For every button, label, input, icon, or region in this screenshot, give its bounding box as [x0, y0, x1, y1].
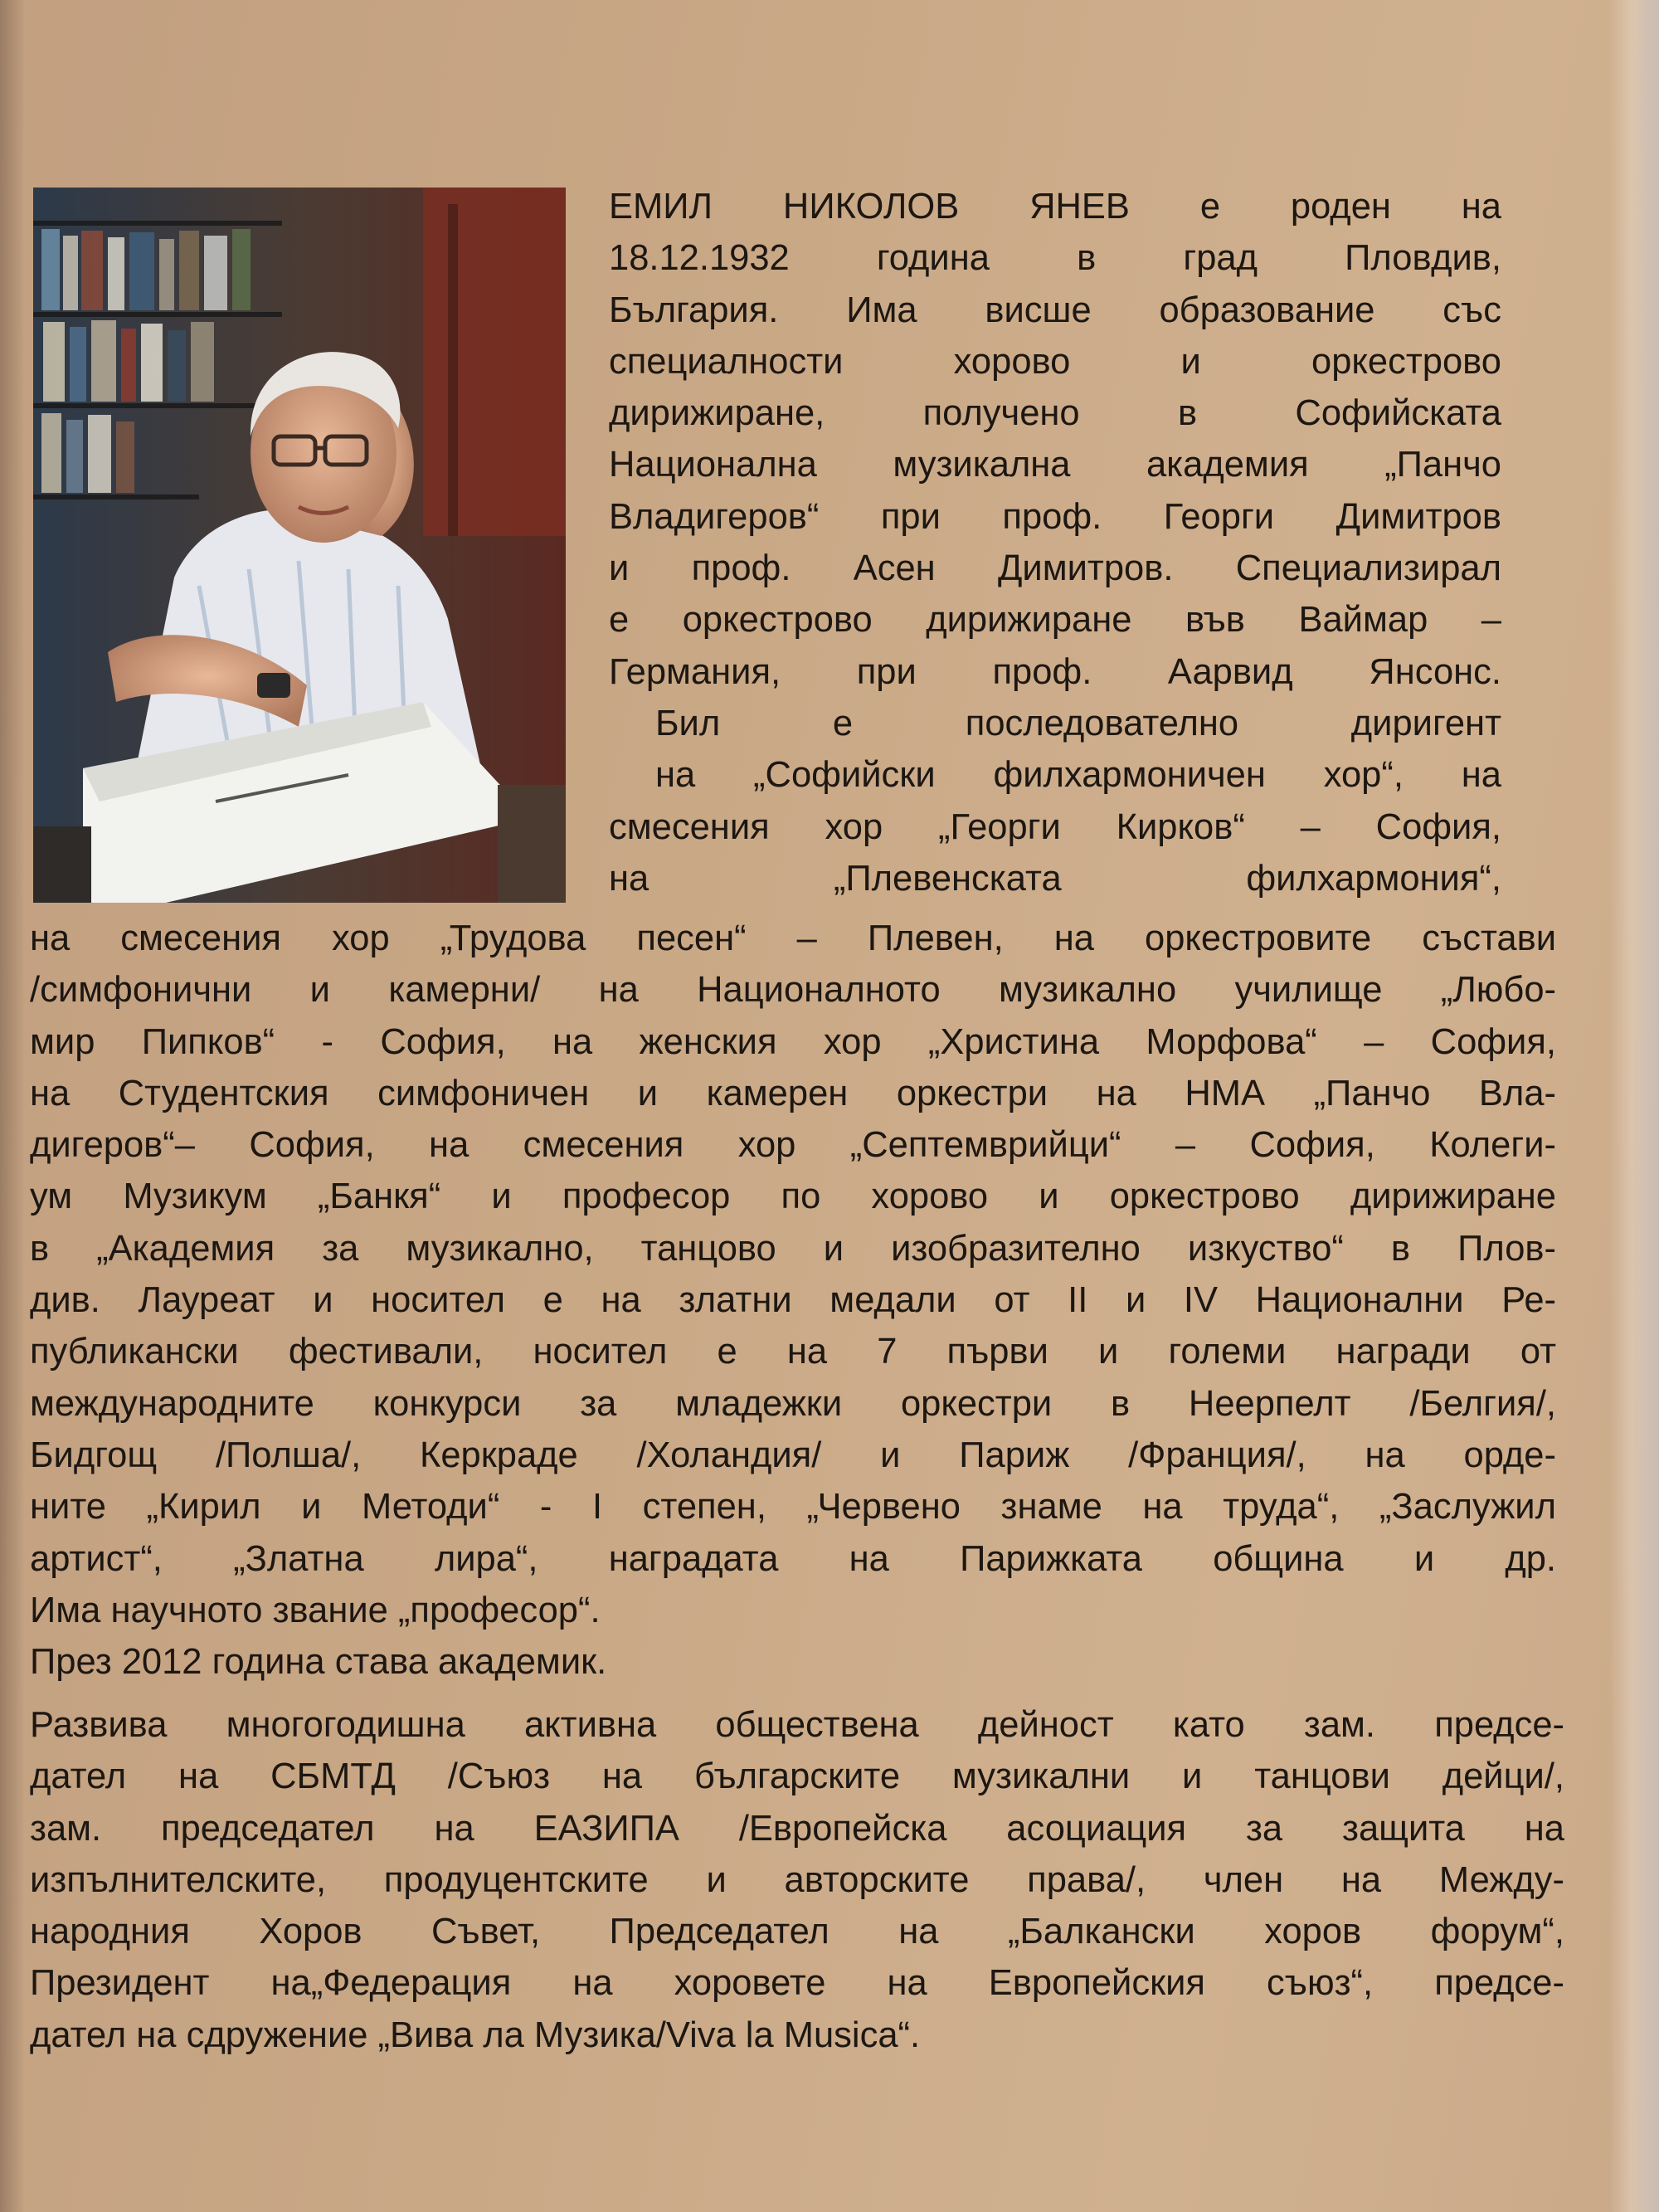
bio-intro: [609, 181, 1501, 904]
bio-body-line: див. Лауреат и носител е на златни медали от II и IV Национални Ре-: [30, 1280, 1556, 1321]
bio-activities-line: изпълнителските, продуцентските и авторските права/, член на Между-: [30, 1859, 1564, 1900]
portrait-photo-icon: [33, 188, 566, 903]
bio-intro-line: дирижиране, получено в Софийската: [609, 393, 1501, 434]
bio-intro-line: и проф. Асен Димитров. Специализирал: [609, 548, 1501, 589]
bio-intro-line: е оркестрово дирижиране във Ваймар –: [609, 600, 1501, 641]
bio-body-line: мир Пипков“ - София, на женския хор „Христина Морфова“ – София,: [30, 1021, 1556, 1062]
bio-body-line: ум Музикум „Банкя“ и професор по хорово и оркестрово дирижиране: [30, 1177, 1556, 1217]
bio-body-line: в „Академия за музикално, танцово и изобразително изкуство“ в Плов-: [30, 1228, 1556, 1269]
bio-body-line: ните „Кирил и Методи“ - I степен, „Червено знаме на труда“, „Заслужил: [30, 1487, 1556, 1527]
bio-activities-line: Развива многогодишна активна обществена дейност като зам. предсе-: [30, 1705, 1564, 1745]
bio-activities-line: Президент на„Федерация на хоровете на Европейския съюз“, предсе-: [30, 1963, 1564, 2004]
bio-body-line: Бидгощ /Полша/, Керкраде /Холандия/ и Париж /Франция/, на орде-: [30, 1435, 1556, 1475]
bio-body-line: дигеров“– София, на смесения хор „Септемврийци“ – София, Колеги-: [30, 1125, 1556, 1166]
bio-activities-line: дател на сдружение „Вива ла Музика/Viva la Musica“.: [30, 2015, 921, 2055]
bio-intro-line: Германия, при проф. Аарвид Янсонс.: [609, 651, 1501, 692]
bio-body-line: международните конкурси за младежки оркестри в Неерпелт /Белгия/,: [30, 1383, 1556, 1424]
bio-intro-line: Национална музикална академия „Панчо: [609, 445, 1501, 485]
portrait-photo: [33, 188, 566, 903]
bio-intro-line: Бил е последователно диригент: [655, 703, 1501, 743]
bio-intro-line: на „Плевенската филхармония“,: [609, 858, 1501, 899]
bio-intro-line: 18.12.1932 година в град Пловдив,: [609, 238, 1501, 279]
bio-body-line: Има научното звание „професор“.: [30, 1590, 601, 1630]
bio-body-line: на Студентския симфоничен и камерен оркестри на НМА „Панчо Вла-: [30, 1073, 1556, 1113]
bio-body-line: на смесения хор „Трудова песен“ – Плевен, на оркестровите състави: [30, 918, 1556, 958]
bio-body: [30, 913, 1556, 1688]
bio-intro-line: Владигеров“ при проф. Георги Димитров: [609, 496, 1501, 537]
bio-intro-line: смесения хор „Георги Кирков“ – София,: [609, 806, 1501, 847]
bio-intro-line: ЕМИЛ НИКОЛОВ ЯНЕВ е роден на: [609, 187, 1501, 227]
left-shadow: [0, 0, 25, 2212]
bio-body-line: /симфонични и камерни/ на Националното музикално училище „Любо-: [30, 970, 1556, 1011]
bio-intro-line: България. Има висше образование със: [609, 290, 1501, 330]
bio-body-line: През 2012 година става академик.: [30, 1642, 607, 1683]
bio-activities-line: народния Хоров Съвет, Председател на „Балкански хоров форум“,: [30, 1912, 1564, 1952]
bio-intro-line: специалности хорово и оркестрово: [609, 341, 1501, 382]
bio-body-line: артист“, „Златна лира“, наградата на Парижката община и др.: [30, 1538, 1556, 1579]
bio-activities-line: дател на СБМТД /Съюз на българските музикални и танцови дейци/,: [30, 1756, 1564, 1797]
bio-intro-line: на „Софийски филхармоничен хор“, на: [655, 755, 1501, 796]
bio-activities-line: зам. председател на ЕАЗИПА /Европейска асоциация за защита на: [30, 1808, 1564, 1849]
bio-activities: [30, 1699, 1564, 2061]
page-edge-highlight: [1609, 0, 1659, 2212]
bio-body-line: публикански фестивали, носител е на 7 първи и големи награди от: [30, 1332, 1556, 1372]
